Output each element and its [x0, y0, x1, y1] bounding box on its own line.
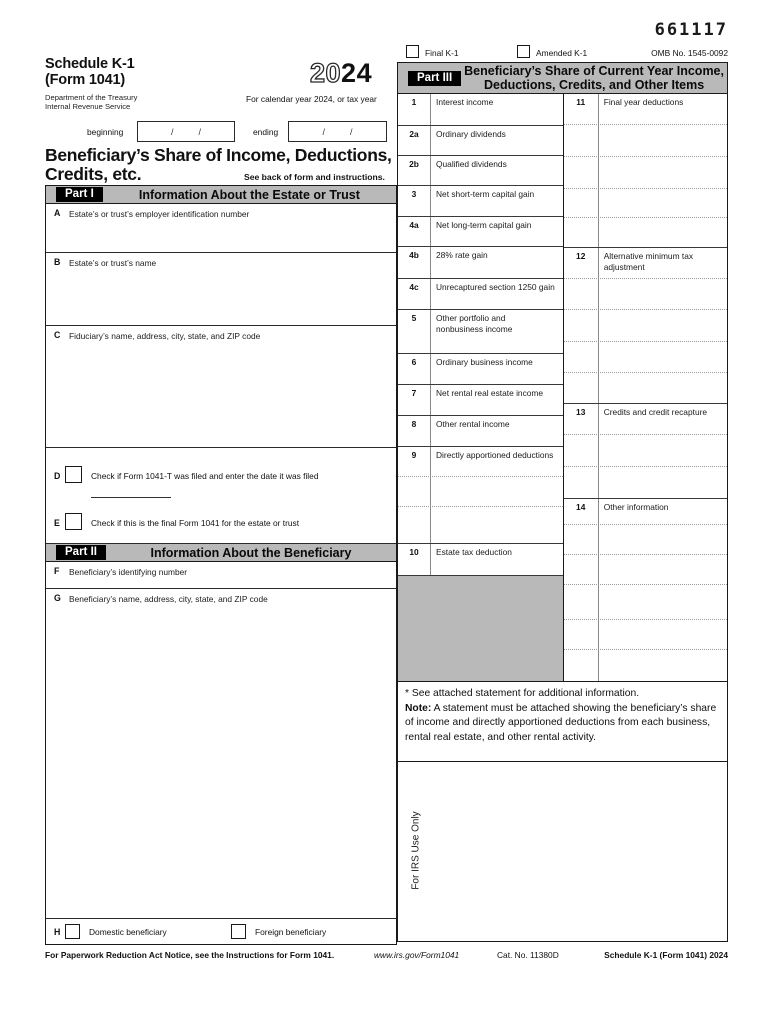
field-B-estate-name[interactable]: [46, 253, 396, 326]
part1-title: Information About the Estate or Trust: [138, 187, 360, 202]
item-row-12-extra: [564, 372, 727, 403]
domestic-beneficiary-checkbox[interactable]: [65, 924, 80, 939]
ending-date-field[interactable]: [288, 121, 387, 142]
irs-use-only-label: For IRS Use Only: [410, 810, 422, 890]
item-value-cell[interactable]: [599, 248, 727, 278]
ending-date-placeholder: / /: [322, 127, 353, 137]
item-value-cell[interactable]: [431, 126, 563, 155]
item-value-cell[interactable]: [431, 279, 563, 309]
item-row-9-extra: [398, 506, 563, 543]
item-row-6: [398, 353, 563, 384]
item-number: 2b: [398, 156, 431, 185]
field-A-ein[interactable]: [46, 204, 396, 253]
item-label: Ordinary dividends: [436, 129, 506, 139]
field-D-date-line[interactable]: [91, 497, 171, 498]
field-F-identifying-number[interactable]: [46, 562, 396, 589]
beginning-date-field[interactable]: [137, 121, 235, 142]
final-k1-checkbox[interactable]: [406, 45, 419, 58]
item-row-14-extra: [564, 649, 727, 681]
item-label: Qualified dividends: [436, 159, 507, 169]
item-number: 10: [398, 544, 431, 575]
item-value-cell[interactable]: [431, 354, 563, 384]
field-E-label: Check if this is the final Form 1041 for the estate or trust: [91, 518, 300, 528]
item-number: 2a: [398, 126, 431, 155]
item-number: 6: [398, 354, 431, 384]
item-value-cell[interactable]: [599, 467, 727, 498]
calendar-year-line: For calendar year 2024, or tax year: [246, 94, 377, 104]
item-row-14: [564, 498, 727, 524]
field-G-label: Beneficiary’s name, address, city, state, and ZIP code: [69, 593, 268, 604]
item-number: 4b: [398, 247, 431, 278]
item-value-cell[interactable]: [431, 385, 563, 415]
final-1041-checkbox[interactable]: [65, 513, 82, 530]
item-value-cell[interactable]: [431, 247, 563, 278]
item-row-11-extra: [564, 217, 727, 247]
item-value-cell[interactable]: [599, 189, 727, 217]
item-number: 1: [398, 94, 431, 125]
item-label: Net long-term capital gain: [436, 220, 532, 230]
part3-title-line2: Deductions, Credits, and Other Items: [483, 78, 705, 92]
item-value-cell[interactable]: [431, 217, 563, 246]
irs-website: www.irs.gov/Form1041: [374, 950, 460, 960]
field-D-letter: D: [54, 471, 61, 481]
item-value-cell[interactable]: [599, 499, 727, 524]
item-row-14-extra: [564, 554, 727, 584]
item-row-14-extra: [564, 619, 727, 649]
item-row-13: [564, 403, 727, 434]
item-label: Estate tax deduction: [436, 547, 512, 557]
part3-right-column: [564, 94, 727, 681]
foreign-beneficiary-label: Foreign beneficiary: [255, 927, 327, 937]
item-value-cell[interactable]: [431, 310, 563, 353]
item-value-cell[interactable]: [599, 585, 727, 619]
part3-title: [461, 64, 727, 93]
item-number: 5: [398, 310, 431, 353]
item-row-3: [398, 185, 563, 216]
item-number: 13: [564, 404, 599, 434]
item-value-cell[interactable]: [599, 279, 727, 309]
field-B-letter: B: [54, 257, 61, 267]
item-label: Interest income: [436, 97, 494, 107]
item-row-4c: [398, 278, 563, 309]
item-value-cell[interactable]: [599, 404, 727, 434]
item-number: 9: [398, 447, 431, 476]
item-row-4b: [398, 246, 563, 278]
field-F-letter: F: [54, 566, 60, 576]
foreign-beneficiary-checkbox[interactable]: [231, 924, 246, 939]
note-label: Note:: [405, 702, 432, 714]
item-row-11: [564, 94, 727, 124]
part3-left-column: [398, 94, 564, 681]
field-H-box: [46, 919, 396, 946]
part1-header-bar: [46, 186, 396, 204]
form-identity-block: [45, 57, 245, 112]
item-row-14-extra: [564, 524, 727, 554]
item-row-4a: [398, 216, 563, 246]
item-row-12-extra: [564, 309, 727, 341]
part3-title-line1: Beneficiary’s Share of Current Year Income,: [464, 63, 724, 78]
item-row-12-extra: [564, 278, 727, 309]
item-value-cell[interactable]: [431, 544, 563, 575]
item-number: 14: [564, 499, 599, 524]
item-value-cell[interactable]: [599, 342, 727, 372]
field-G-letter: G: [54, 593, 61, 603]
item-row-14-extra: [564, 584, 727, 619]
omb-number: OMB No. 1545-0092: [651, 48, 728, 58]
part3-badge: Part III: [408, 71, 461, 86]
year-outline-digits: 20: [310, 58, 342, 88]
item-label: Directly apportioned deductions: [436, 450, 554, 460]
shaded-filler-area: [398, 575, 563, 681]
item-label: Other rental income: [436, 419, 510, 429]
field-F-label: Beneficiary’s identifying number: [69, 566, 188, 577]
part3-grid: [398, 94, 727, 681]
field-C-fiduciary-address[interactable]: [46, 326, 396, 448]
item-number: [398, 507, 431, 543]
part2-badge: Part II: [56, 545, 106, 560]
item-value-cell[interactable]: [599, 157, 727, 188]
item-label: Other information: [603, 502, 669, 512]
form-footer-id: Schedule K-1 (Form 1041) 2024: [604, 950, 728, 960]
tax-year-logo: [310, 58, 372, 89]
form-print-code: 661117: [654, 20, 728, 40]
item-value-cell[interactable]: [431, 477, 563, 506]
item-value-cell[interactable]: [599, 373, 727, 403]
item-value-cell[interactable]: [431, 416, 563, 446]
item-row-10: [398, 543, 563, 575]
item-label: Unrecaptured section 1250 gain: [436, 282, 555, 292]
ending-label: ending: [253, 127, 279, 137]
note-text: A statement must be attached showing the beneficiary’s share of income and directly apportioned deductions from each business, rental real estate, and other rental activity.: [405, 702, 717, 743]
field-DE-box: [46, 448, 396, 544]
item-label: Net rental real estate income: [436, 388, 544, 398]
field-A-label: Estate’s or trust’s employer identification number: [69, 208, 250, 219]
item-row-12: [564, 247, 727, 278]
item-row-11-extra: [564, 188, 727, 217]
part1-badge: Part I: [56, 187, 103, 202]
item-value-cell[interactable]: [599, 620, 727, 649]
item-row-13-extra: [564, 466, 727, 498]
item-row-1: [398, 94, 563, 125]
agency-block: [45, 93, 245, 112]
item-number: 3: [398, 186, 431, 216]
item-value-cell[interactable]: [431, 447, 563, 476]
item-value-cell[interactable]: [599, 435, 727, 466]
item-label: Final year deductions: [603, 97, 684, 107]
agency-line1: Department of the Treasury: [45, 92, 138, 102]
beginning-date-placeholder: / /: [170, 127, 201, 137]
paperwork-notice: For Paperwork Reduction Act Notice, see the Instructions for Form 1041.: [45, 950, 335, 960]
form-title-line1: Beneficiary’s Share of Income, Deductions,: [45, 145, 392, 165]
field-E-letter: E: [54, 518, 60, 528]
schedule-name: Schedule K-1: [45, 56, 135, 72]
item-number: 12: [564, 248, 599, 278]
item-row-9-extra: [398, 476, 563, 506]
field-B-label: Estate’s or trust’s name: [69, 257, 157, 268]
item-value-cell[interactable]: [599, 218, 727, 247]
left-column: [45, 185, 397, 945]
item-value-cell[interactable]: [431, 156, 563, 185]
field-H-letter: H: [54, 927, 61, 937]
field-C-letter: C: [54, 330, 61, 340]
item-number: 7: [398, 385, 431, 415]
field-G-beneficiary-address[interactable]: [46, 589, 396, 919]
beginning-label: beginning: [87, 127, 124, 137]
field-A-letter: A: [54, 208, 61, 218]
item-number: 4c: [398, 279, 431, 309]
field-D-label: Check if Form 1041-T was filed and enter the date it was filed: [91, 471, 319, 481]
item-row-11-extra: [564, 124, 727, 156]
item-label: Credits and credit recapture: [603, 407, 708, 417]
item-row-2b: [398, 155, 563, 185]
footnote: * See attached statement for additional information.: [405, 688, 640, 699]
irs-use-only-box: [398, 761, 727, 941]
item-label: Alternative minimum tax adjustment: [603, 251, 694, 272]
part2-title: Information About the Beneficiary: [150, 545, 352, 560]
part3-header-bar: [398, 63, 727, 94]
item-label: 28% rate gain: [436, 250, 488, 260]
item-row-13-extra: [564, 434, 727, 466]
item-row-11-extra: [564, 156, 727, 188]
item-label: Other portfolio and nonbusiness income: [436, 313, 513, 334]
item-number: 11: [564, 94, 599, 124]
form-1041t-checkbox[interactable]: [65, 466, 82, 483]
field-C-label: Fiduciary’s name, address, city, state, and ZIP code: [69, 330, 261, 341]
item-row-7: [398, 384, 563, 415]
amended-k1-checkbox[interactable]: [517, 45, 530, 58]
item-number: 8: [398, 416, 431, 446]
part2-header-bar: [46, 544, 396, 562]
item-row-5: [398, 309, 563, 353]
item-value-cell[interactable]: [599, 310, 727, 341]
statement-note-box: [398, 681, 727, 761]
see-back-note: See back of form and instructions.: [244, 172, 385, 182]
item-value-cell[interactable]: [599, 525, 727, 554]
item-row-8: [398, 415, 563, 446]
item-label: Ordinary business income: [436, 357, 533, 367]
item-number: [398, 477, 431, 506]
amended-k1-label: Amended K-1: [536, 48, 588, 58]
item-row-2a: [398, 125, 563, 155]
domestic-beneficiary-label: Domestic beneficiary: [89, 927, 167, 937]
item-value-cell[interactable]: [431, 94, 563, 125]
final-k1-label: Final K-1: [425, 48, 459, 58]
part3-section: [397, 62, 728, 942]
item-value-cell[interactable]: [599, 125, 727, 156]
year-bold-digits: 24: [341, 58, 373, 88]
agency-line2: Internal Revenue Service: [45, 102, 131, 112]
item-value-cell[interactable]: [599, 650, 727, 681]
item-row-12-extra: [564, 341, 727, 372]
item-label: Net short-term capital gain: [436, 189, 535, 199]
item-number: 4a: [398, 217, 431, 246]
catalog-number: Cat. No. 11380D: [497, 950, 559, 960]
item-value-cell[interactable]: [431, 507, 563, 543]
item-row-9: [398, 446, 563, 476]
item-value-cell[interactable]: [599, 555, 727, 584]
note-line: [405, 702, 720, 746]
form-number: (Form 1041): [45, 71, 125, 88]
item-value-cell[interactable]: [599, 94, 727, 124]
form-title-line2: Credits, etc.: [45, 164, 142, 184]
item-value-cell[interactable]: [431, 186, 563, 216]
